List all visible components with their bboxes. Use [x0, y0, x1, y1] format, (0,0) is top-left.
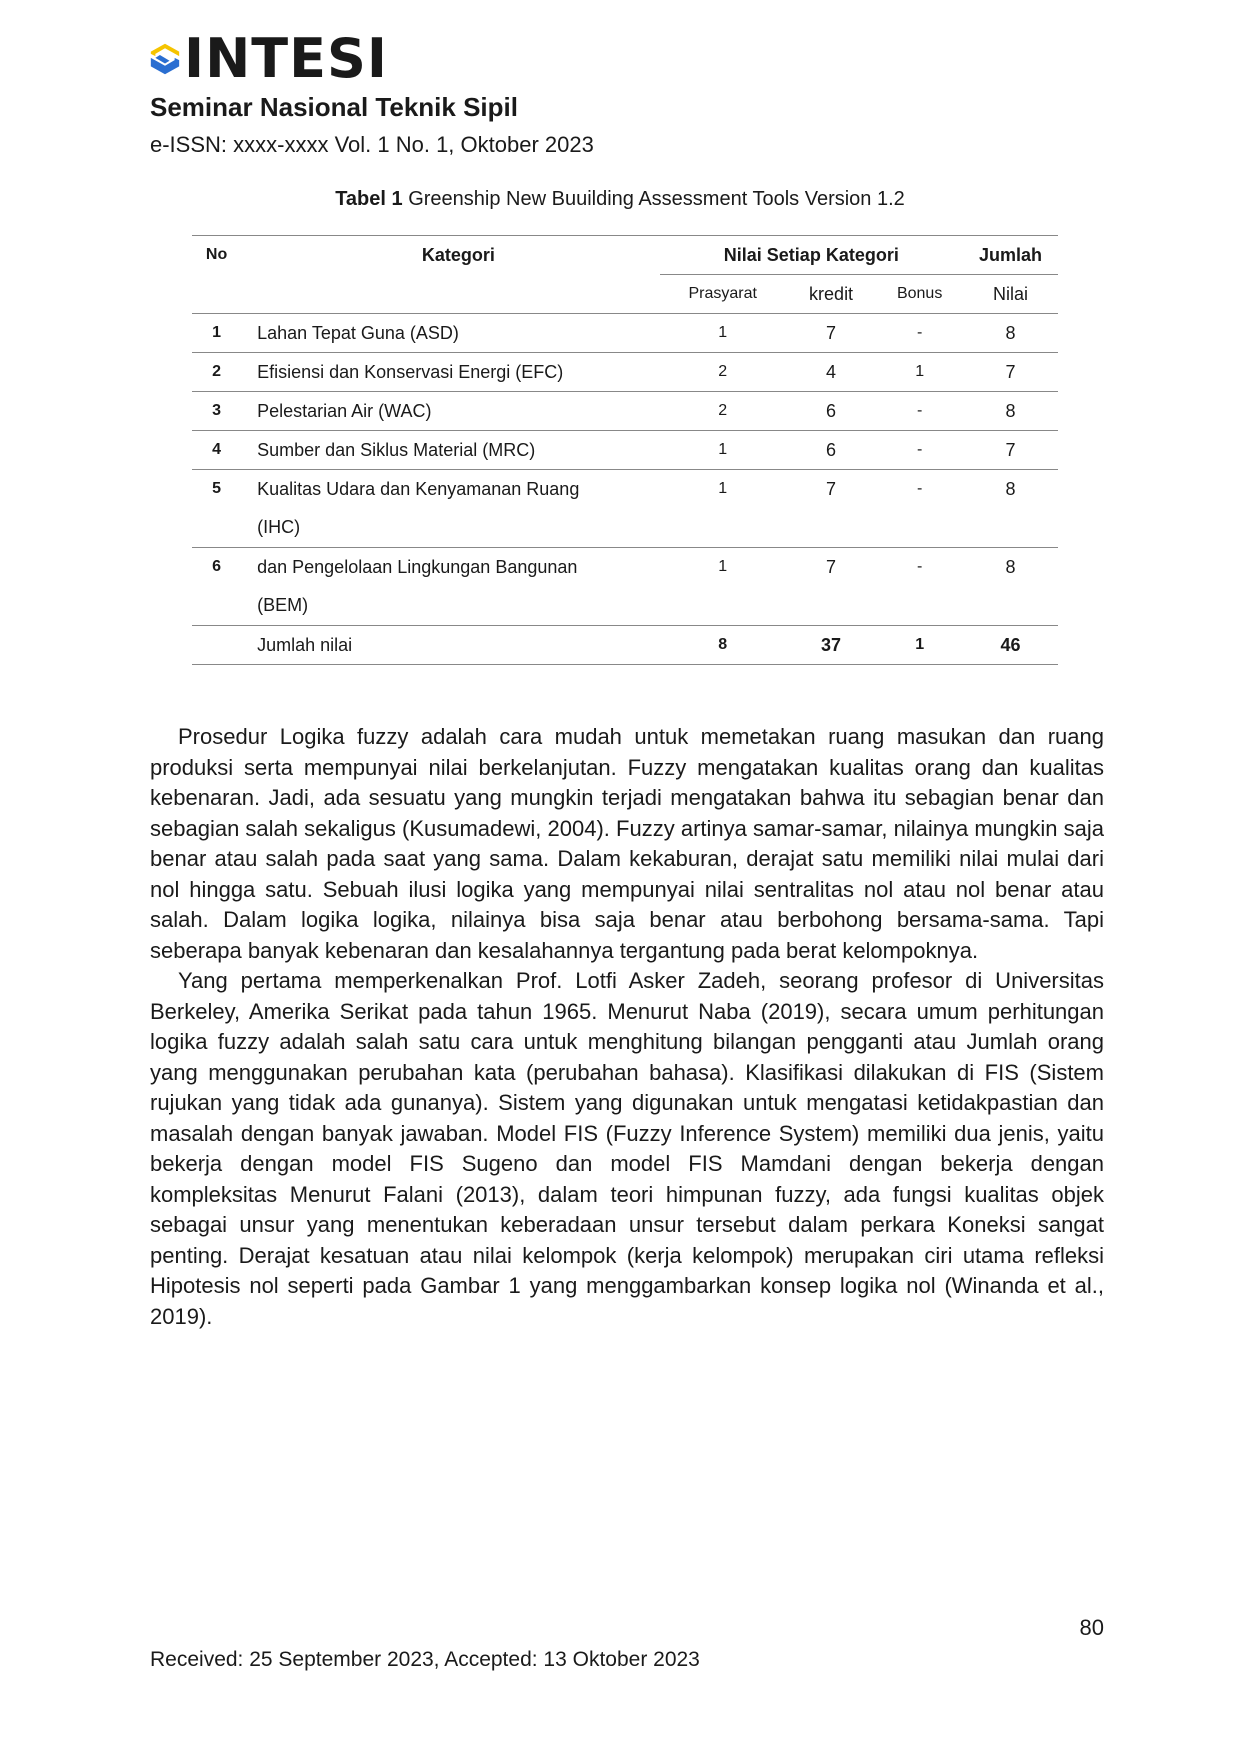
table-row [192, 353, 1058, 392]
row-kategori-line: Kualitas Udara dan Kenyamanan Ruang [257, 479, 580, 499]
row-bonus: - [876, 470, 963, 548]
journal-title: Seminar Nasional Teknik Sipil [150, 92, 518, 122]
header-kategori: Kategori [241, 236, 660, 314]
row-prasyarat: 2 [660, 353, 786, 392]
journal-issn: e-ISSN: xxxx-xxxx Vol. 1 No. 1, Oktober 2023 [150, 132, 594, 157]
row-prasyarat: 2 [660, 392, 786, 431]
row-bonus: - [876, 314, 963, 353]
total-kredit: 37 [786, 626, 877, 665]
row-prasyarat: 1 [660, 431, 786, 470]
total-prasyarat: 8 [660, 626, 786, 665]
row-kategori-line: (IHC) [257, 517, 301, 537]
paragraph: Yang pertama memperkenalkan Prof. Lotfi Asker Zadeh, seorang profesor di Universitas Berkeley, Amerika Serikat pada tahun 1965. Menurut Naba (2019), secara umum perhitungan logika fuzzy adalah salah satu cara untuk menghitung bilangan pengganti atau Jumlah orang yang menggunakan perubahan kata (perubahan bahasa). Klasifikasi dilakukan di FIS (Sistem rujukan yang tidak ada gunanya). Sistem yang digunakan untuk mengatasi ketidakpastian dan masalah dengan banyak jawaban. Model FIS (Fuzzy Inference System) memiliki dua jenis, yaitu bekerja dengan model FIS Sugeno dan model FIS Mamdani dengan bekerja dengan kompleksitas Menurut Falani (2013), dalam teori himpunan fuzzy, ada fungsi kualitas objek sebagai unsur yang menentukan keberadaan unsur tersebut dalam perkara Koneksi sangat penting. Derajat kesatuan atau nilai kelompok (kerja kelompok) merupakan ciri utama refleksi Hipotesis nol seperti pada Gambar 1 yang menggambarkan konsep logika nol (Winanda et al., 2019). [150, 968, 1104, 1329]
row-no: 2 [192, 353, 241, 392]
row-kategori-line: Efisiensi dan Konservasi Energi (EFC) [257, 362, 564, 382]
row-kategori-line: Pelestarian Air (WAC) [257, 401, 432, 421]
row-prasyarat: 1 [660, 314, 786, 353]
table-caption-label: Tabel 1 [335, 188, 403, 210]
body-text [150, 722, 1104, 1332]
table-row [192, 431, 1058, 470]
row-no: 6 [192, 548, 241, 626]
page-number: 80 [1079, 1615, 1104, 1640]
row-kategori [241, 392, 660, 431]
row-no: 1 [192, 314, 241, 353]
row-kredit: 7 [786, 548, 877, 626]
total-jumlah: 46 [963, 626, 1058, 665]
header-prasyarat: Prasyarat [688, 285, 757, 302]
row-jumlah: 8 [963, 314, 1058, 353]
row-kategori-line: (BEM) [257, 595, 309, 615]
table-caption-text: Greenship New Buuilding Assessment Tools Version 1.2 [408, 188, 905, 210]
row-prasyarat: 1 [660, 470, 786, 548]
row-bonus: 1 [876, 353, 963, 392]
header-no: No [192, 236, 241, 314]
assessment-table [192, 235, 1058, 665]
row-kredit: 7 [786, 470, 877, 548]
row-jumlah: 8 [963, 392, 1058, 431]
row-kategori-line: Sumber dan Siklus Material (MRC) [257, 440, 536, 460]
row-kategori [241, 470, 660, 548]
received-accepted-note: Received: 25 September 2023, Accepted: 13 Oktober 2023 [150, 1648, 700, 1671]
total-label: Jumlah nilai [241, 626, 660, 665]
header-nilai: Nilai [992, 284, 1028, 304]
row-no: 5 [192, 470, 241, 548]
row-kredit: 6 [786, 392, 877, 431]
row-no: 4 [192, 431, 241, 470]
table-row [192, 392, 1058, 431]
row-kategori-line: Lahan Tepat Guna (ASD) [257, 323, 459, 343]
header-jumlah: Jumlah [963, 236, 1058, 275]
table-row [192, 314, 1058, 353]
row-kategori-line: dan Pengelolaan Lingkungan Bangunan [257, 557, 578, 577]
row-prasyarat: 1 [660, 548, 786, 626]
total-no [192, 626, 241, 665]
row-kredit: 4 [786, 353, 877, 392]
row-no: 3 [192, 392, 241, 431]
row-jumlah: 7 [963, 431, 1058, 470]
journal-logo [148, 26, 388, 92]
row-kategori [241, 548, 660, 626]
row-bonus: - [876, 392, 963, 431]
total-bonus: 1 [876, 626, 963, 665]
header-bonus: Bonus [896, 285, 943, 302]
intesi-logo-mark-icon [148, 28, 182, 90]
row-jumlah: 8 [963, 470, 1058, 548]
row-jumlah: 8 [963, 548, 1058, 626]
row-kategori [241, 314, 660, 353]
row-jumlah: 7 [963, 353, 1058, 392]
table-row [192, 470, 1058, 548]
row-kategori [241, 431, 660, 470]
table-total-row [192, 626, 1058, 665]
logo-wordmark: INTESI [184, 27, 388, 90]
row-bonus: - [876, 548, 963, 626]
row-kredit: 6 [786, 431, 877, 470]
table-caption [0, 188, 1240, 211]
header-kredit: kredit [809, 284, 854, 304]
row-kategori [241, 353, 660, 392]
row-kredit: 7 [786, 314, 877, 353]
paragraph: Prosedur Logika fuzzy adalah cara mudah untuk memetakan ruang masukan dan ruang produksi serta mempunyai nilai berkelanjutan. Fuzzy mengatakan kualitas orang dan kualitas kebenaran. Jadi, ada sesuatu yang mungkin terjadi mengatakan bahwa itu sebagian benar dan sebagian salah sekaligus (Kusumadewi, 2004). Fuzzy artinya samar-samar, nilainya mungkin saja benar atau salah pada saat yang sama. Dalam kekaburan, derajat satu memiliki nilai mulai dari nol hingga satu. Sebuah ilusi logika yang mempunyai nilai sentralitas nol atau nol benar atau salah. Dalam logika logika, nilainya bisa saja benar atau berbohong bersama-sama. Tapi seberapa banyak kebenaran dan kesalahannya tergantung pada berat kelompoknya. [150, 724, 1104, 963]
table-row [192, 548, 1058, 626]
row-bonus: - [876, 431, 963, 470]
header-nilai-setiap-kategori: Nilai Setiap Kategori [660, 236, 963, 275]
